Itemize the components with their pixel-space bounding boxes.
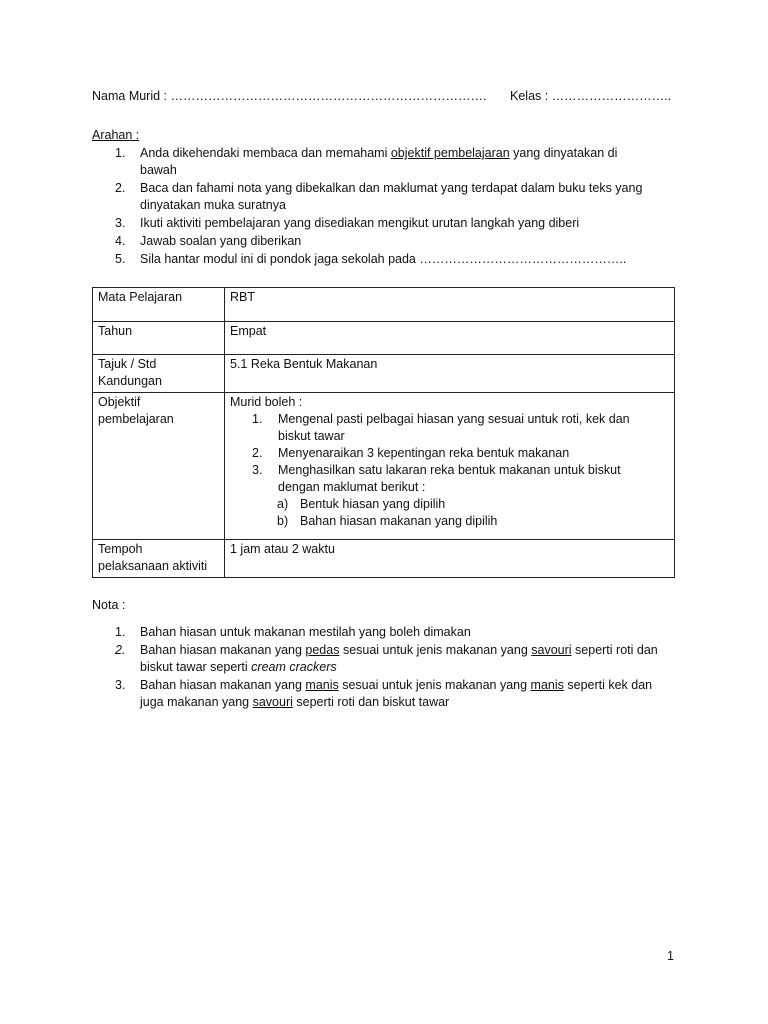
page-number: 1 [667,949,674,963]
table-row [93,355,675,393]
table-label: Tahun [93,322,225,355]
class-field[interactable]: Kelas : ……………………….. [510,89,672,103]
objective-item: 3. Menghasilkan satu lakaran reka bentuk makanan untuk biskut dengan maklumat berikut : [252,463,621,494]
table-label: Tajuk / Std Kandungan [93,355,225,393]
list-item: 3. Bahan hiasan makanan yang manis sesuai untuk jenis makanan yang manis seperti kek dan juga makanan yang savouri seperti roti dan biskut tawar [115,678,653,709]
list-item: 2. Baca dan fahami nota yang dibekalkan dan maklumat yang terdapat dalam buku teks yang dinyatakan muka suratnya [115,181,643,212]
table-value: Empat [225,322,675,355]
objective-subitem: a) Bentuk hiasan yang dipilih [277,497,446,511]
table-label: Mata Pelajaran [93,288,225,322]
table-value: 1 jam atau 2 waktu [225,540,675,578]
list-item: 5. Sila hantar modul ini di pondok jaga sekolah pada ………………………………………….. [115,252,627,266]
nota-list [115,624,685,712]
table-label: Tempoh pelaksanaan aktiviti [93,540,225,578]
table-label: Objektif pembelajaran [93,393,225,540]
table-row [93,540,675,578]
list-item: 3. Ikuti aktiviti pembelajaran yang disediakan mengikut urutan langkah yang diberi [115,216,580,230]
module-info-table [92,287,675,578]
table-row [93,393,675,540]
objective-subitem: b) Bahan hiasan makanan yang dipilih [277,514,498,528]
arahan-list [115,145,675,268]
nota-title: Nota : [92,598,126,612]
list-item: 1. Anda dikehendaki membaca dan memahami objektif pembelajaran yang dinyatakan di bawah [115,146,618,177]
objective-intro: Murid boleh : [230,395,303,409]
table-value: RBT [225,288,675,322]
table-row [93,288,675,322]
arahan-title: Arahan : [92,128,140,142]
table-value: 5.1 Reka Bentuk Makanan [225,355,675,393]
table-row [93,322,675,355]
student-name-field[interactable]: Nama Murid : …………………………………………………………………. [92,89,487,103]
table-value [225,393,675,540]
list-item: 1. Bahan hiasan untuk makanan mestilah yang boleh dimakan [115,625,471,639]
list-item: 4. Jawab soalan yang diberikan [115,234,302,248]
objective-item: 2. Menyenaraikan 3 kepentingan reka bentuk makanan [252,446,570,460]
objective-item: 1. Mengenal pasti pelbagai hiasan yang sesuai untuk roti, kek dan biskut tawar [252,412,630,443]
list-item: 2. Bahan hiasan makanan yang pedas sesuai untuk jenis makanan yang savouri seperti roti dan biskut tawar seperti cream crackers [115,643,658,674]
